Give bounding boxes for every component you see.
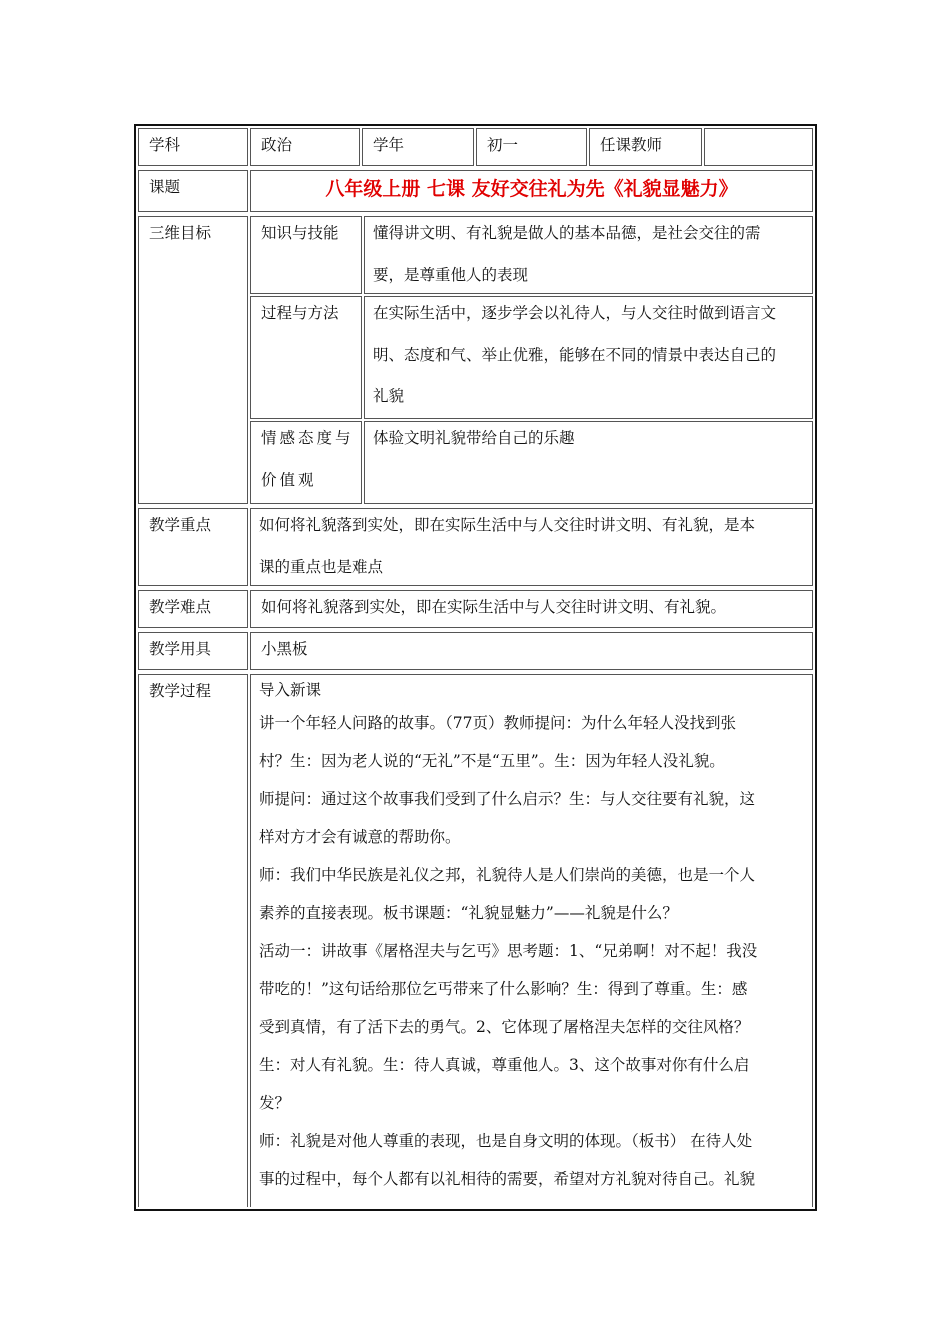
- tools-label: 教学用具: [149, 640, 212, 658]
- text-line: 生：对人有礼貌。生：待人真诚，尊重他人。3、这个故事对你有什么启: [259, 1056, 750, 1074]
- process-paragraph-4: [259, 932, 814, 1122]
- knowledge-text: [373, 213, 818, 296]
- process-method-content-cell: [364, 296, 813, 419]
- knowledge-label: 知识与技能: [261, 224, 339, 242]
- text-line: 师提问：通过这个故事我们受到了什么启示？生：与人交往要有礼貌，这: [259, 790, 756, 808]
- text-line: 讲一个年轻人问路的故事。（77页）教师提问：为什么年轻人没找到张: [259, 714, 736, 732]
- key-point-row: [136, 506, 815, 588]
- text-line: 师：我们中华民族是礼仪之邦，礼貌待人是人们崇尚的美德，也是一个人: [259, 866, 756, 884]
- topic-row: [136, 168, 815, 214]
- text-line: 如何将礼貌落到实处，即在实际生活中与人交往时讲文明、有礼貌，是本: [259, 516, 756, 534]
- process-text: [259, 680, 814, 1198]
- text-line: 课的重点也是难点: [259, 557, 384, 576]
- process-label-cell: [138, 674, 248, 1207]
- year-value: 初一: [487, 136, 519, 154]
- process-paragraph-2: [259, 780, 814, 856]
- teacher-label: 任课教师: [600, 136, 663, 154]
- difficulty-content-cell: [250, 590, 813, 628]
- objectives-label: 三维目标: [149, 224, 212, 242]
- objectives-row: [136, 214, 815, 506]
- difficulty-label: 教学难点: [149, 598, 212, 616]
- key-point-text: [259, 505, 814, 588]
- process-heading: 导入新课: [259, 681, 322, 699]
- year-label: 学年: [373, 136, 405, 154]
- text-line: 受到真情，有了活下去的勇气。2、它体现了屠格涅夫怎样的交往风格？: [259, 1018, 750, 1036]
- process-label: 教学过程: [149, 682, 212, 700]
- year-value-cell: [476, 128, 587, 166]
- process-content-cell: [250, 674, 813, 1207]
- knowledge-label-cell: [250, 216, 362, 294]
- subject-value: 政治: [261, 136, 293, 154]
- key-point-label-cell: [138, 508, 248, 586]
- year-label-cell: [362, 128, 474, 166]
- text-line: 在实际生活中，逐步学会以礼待人，与人交往时做到语言文: [373, 304, 777, 322]
- text-line: 礼貌: [373, 387, 405, 405]
- text-line: 价值观: [261, 470, 317, 489]
- tools-text: 小黑板: [261, 640, 308, 658]
- process-row: [136, 672, 815, 1209]
- difficulty-text: 如何将礼貌落到实处，即在实际生活中与人交往时讲文明、有礼貌。: [261, 598, 727, 616]
- emotion-content-cell: [364, 421, 813, 504]
- text-line: 懂得讲文明、有礼貌是做人的基本品德，是社会交往的需: [373, 224, 761, 242]
- process-method-label: 过程与方法: [261, 304, 339, 322]
- text-line: 体验文明礼貌带给自己的乐趣: [373, 429, 575, 447]
- knowledge-content-cell: [364, 216, 813, 294]
- text-line: 发？: [259, 1094, 291, 1112]
- lesson-plan-table: [134, 124, 817, 1211]
- text-line: 明、态度和气、举止优雅，能够在不同的情景中表达自己的: [373, 345, 777, 364]
- subject-label-cell: [138, 128, 248, 166]
- key-point-content-cell: [250, 508, 813, 586]
- text-line: 样对方才会有诚意的帮助你。: [259, 828, 461, 846]
- emotion-label: [261, 418, 361, 501]
- process-method-label-cell: [250, 296, 362, 419]
- topic-title-cell: [250, 170, 813, 212]
- emotion-label-cell: [250, 421, 362, 504]
- text-line: 师：礼貌是对他人尊重的表现，也是自身文明的体现。（板书） 在待人处: [259, 1132, 753, 1150]
- subject-value-cell: [250, 128, 360, 166]
- text-line: 村？生：因为老人说的“无礼”不是“五里”。生：因为年轻人没礼貌。: [259, 752, 725, 770]
- text-line: 活动一：讲故事《屠格涅夫与乞丐》思考题：1、“兄弟啊！对不起！我没: [259, 942, 758, 960]
- text-line: 事的过程中，每个人都有以礼相待的需要，希望对方礼貌对待自己。礼貌: [259, 1170, 756, 1188]
- process-paragraph-5: [259, 1122, 814, 1198]
- subject-label: 学科: [149, 136, 181, 154]
- teacher-label-cell: [589, 128, 702, 166]
- process-paragraph-1: [259, 704, 814, 780]
- difficulty-label-cell: [138, 590, 248, 628]
- topic-label: 课题: [149, 178, 181, 196]
- emotion-text: [373, 418, 818, 460]
- text-line: 情感态度与: [261, 429, 354, 447]
- tools-content-cell: [250, 632, 813, 670]
- objectives-label-cell: [138, 216, 248, 504]
- tools-row: [136, 630, 815, 672]
- text-line: 要，是尊重他人的表现: [373, 265, 529, 284]
- tools-label-cell: [138, 632, 248, 670]
- text-line: 带吃的！”这句话给那位乞丐带来了什么影响？生：得到了尊重。生：感: [259, 980, 748, 998]
- text-line: 素养的直接表现。板书课题：“礼貌显魅力”——礼貌是什么？: [259, 904, 678, 922]
- process-paragraph-3: [259, 856, 814, 932]
- topic-label-cell: [138, 170, 248, 212]
- difficulty-row: [136, 588, 815, 630]
- key-point-label: 教学重点: [149, 516, 212, 534]
- process-method-text: [373, 293, 818, 418]
- header-row: [136, 126, 815, 168]
- teacher-value-cell: [704, 128, 813, 166]
- topic-title: 八年级上册 七课 友好交往礼为先《礼貌显魅力》: [325, 178, 738, 200]
